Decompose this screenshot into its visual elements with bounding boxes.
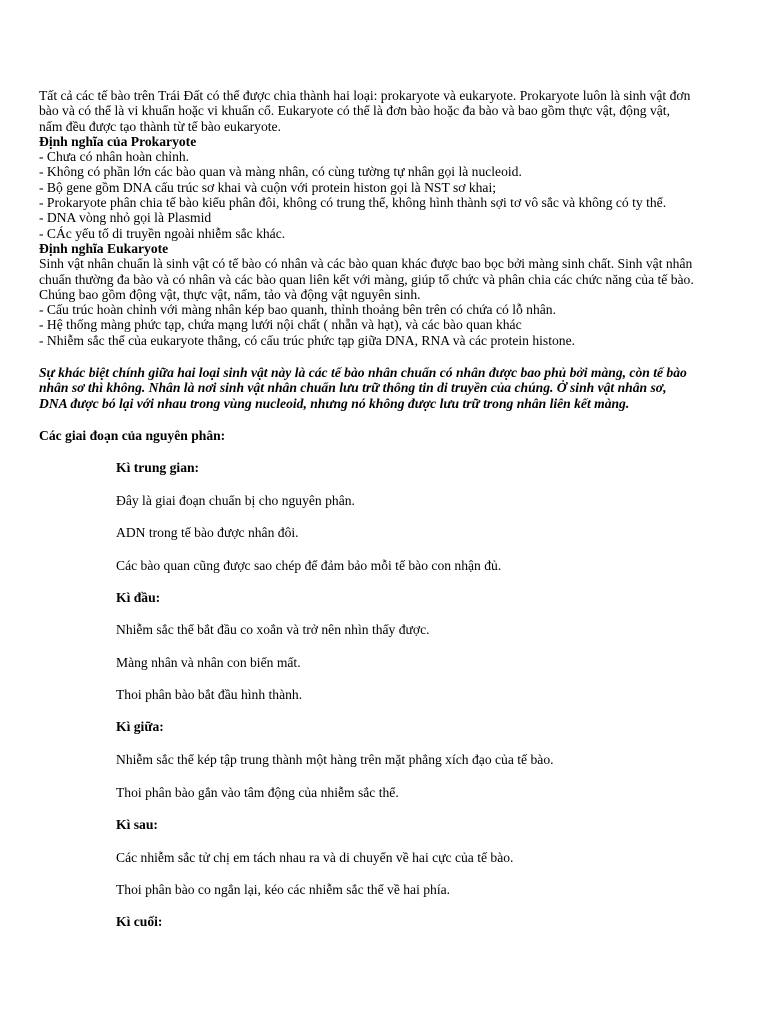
intro-line: nấm đều được tạo thành từ tế bào eukaryote. xyxy=(39,118,281,134)
stage-point: Thoi phân bào co ngắn lại, kéo các nhiễm sắc thể về hai phía. xyxy=(116,882,451,897)
difference-line: DNA được bó lại với nhau trong vùng nucleoid, nhưng nó không được lưu trữ trong nhân liên kết màng. xyxy=(39,395,630,411)
stage-point: ADN trong tế bào được nhân đôi. xyxy=(116,525,299,540)
stage-point: Các bào quan cũng được sao chép để đảm bảo mỗi tế bào con nhận đủ. xyxy=(116,558,502,573)
mitosis-heading: Các giai đoạn của nguyên phân: xyxy=(39,428,226,443)
intro-line: bào và có thể là vi khuẩn hoặc vi khuẩn cổ. Eukaryote có thể là đơn bào hoặc đa bào và bao gồm thực vật, động vật, xyxy=(39,103,670,119)
intro-block xyxy=(39,88,729,348)
prokaryote-item: - Prokaryote phân chia tế bào kiểu phân đôi, không có trung thể, không hình thành sợi tơ vô sắc và không có ty thể. xyxy=(39,195,667,211)
eukaryote-item: - Nhiễm sắc thể của eukaryote thẳng, có cấu trúc phức tạp giữa DNA, RNA và các protein histone. xyxy=(39,332,576,348)
eukaryote-item: - Cấu trúc hoàn chỉnh với màng nhân kép bao quanh, thỉnh thoảng bên trên có chứa có lỗ nhân. xyxy=(39,302,557,318)
difference-paragraph xyxy=(39,365,729,411)
stage-title: Kì trung gian: xyxy=(116,460,200,475)
stage-point: Thoi phân bào gắn vào tâm động của nhiễm sắc thể. xyxy=(116,785,399,800)
stage-point: Các nhiễm sắc tử chị em tách nhau ra và di chuyển về hai cực của tế bào. xyxy=(116,850,514,865)
eukaryote-item: - Hệ thống màng phức tạp, chứa mạng lưới nội chất ( nhẵn và hạt), và các bào quan khác xyxy=(39,317,522,333)
stage-title: Kì sau: xyxy=(116,817,158,832)
stage-point: Đây là giai đoạn chuẩn bị cho nguyên phân. xyxy=(116,493,355,508)
difference-line: nhân sơ thì không. Nhân là nơi sinh vật nhân chuẩn lưu trữ thông tin di truyền của chúng. Ở sinh vật nhân sơ, xyxy=(39,380,667,396)
prokaryote-item: - DNA vòng nhỏ gọi là Plasmid xyxy=(39,210,212,226)
prokaryote-item: - Không có phần lớn các bào quan và màng nhân, có cùng tường tự nhân gọi là nucleoid. xyxy=(39,164,522,180)
prokaryote-item: - Bộ gene gồm DNA cấu trúc sơ khai và cuộn với protein histon gọi là NST sơ khai; xyxy=(39,179,497,195)
stage-title: Kì giữa: xyxy=(116,719,164,734)
prokaryote-heading: Định nghĩa của Prokaryote xyxy=(39,133,197,149)
eukaryote-heading: Định nghĩa Eukaryote xyxy=(39,240,169,256)
prokaryote-item: - CÁc yếu tố di truyền ngoài nhiễm sắc khác. xyxy=(39,225,286,241)
eukaryote-desc-line: chuẩn thường đa bào và có nhân và các bào quan liên kết với màng, giúp tổ chức và phân chia các chức năng của tế bào. xyxy=(39,271,694,287)
stage-title: Kì đầu: xyxy=(116,590,161,605)
stage-point: Nhiễm sắc thể kép tập trung thành một hàng trên mặt phẳng xích đạo của tế bào. xyxy=(116,752,554,767)
stage-point: Màng nhân và nhân con biến mất. xyxy=(116,655,301,670)
stage-point: Nhiễm sắc thể bắt đầu co xoắn và trở nên nhìn thấy được. xyxy=(116,622,430,637)
eukaryote-desc-line: Chúng bao gồm động vật, thực vật, nấm, tảo và động vật nguyên sinh. xyxy=(39,286,421,302)
prokaryote-item: - Chưa có nhân hoàn chỉnh. xyxy=(39,149,190,165)
difference-line: Sự khác biệt chính giữa hai loại sinh vật này là các tế bào nhân chuẩn có nhân được bao phủ bởi màng, còn tế bào xyxy=(39,365,687,380)
stage-point: Thoi phân bào bắt đầu hình thành. xyxy=(116,687,303,702)
stage-title: Kì cuối: xyxy=(116,914,163,929)
intro-line: Tất cả các tế bào trên Trái Đất có thể được chia thành hai loại: prokaryote và eukaryote. Prokaryote luôn là sinh vật đơn xyxy=(39,88,691,103)
eukaryote-desc-line: Sinh vật nhân chuẩn là sinh vật có tế bào có nhân và các bào quan khác được bao bọc bởi màng sinh chất. Sinh vật nhân xyxy=(39,256,693,272)
